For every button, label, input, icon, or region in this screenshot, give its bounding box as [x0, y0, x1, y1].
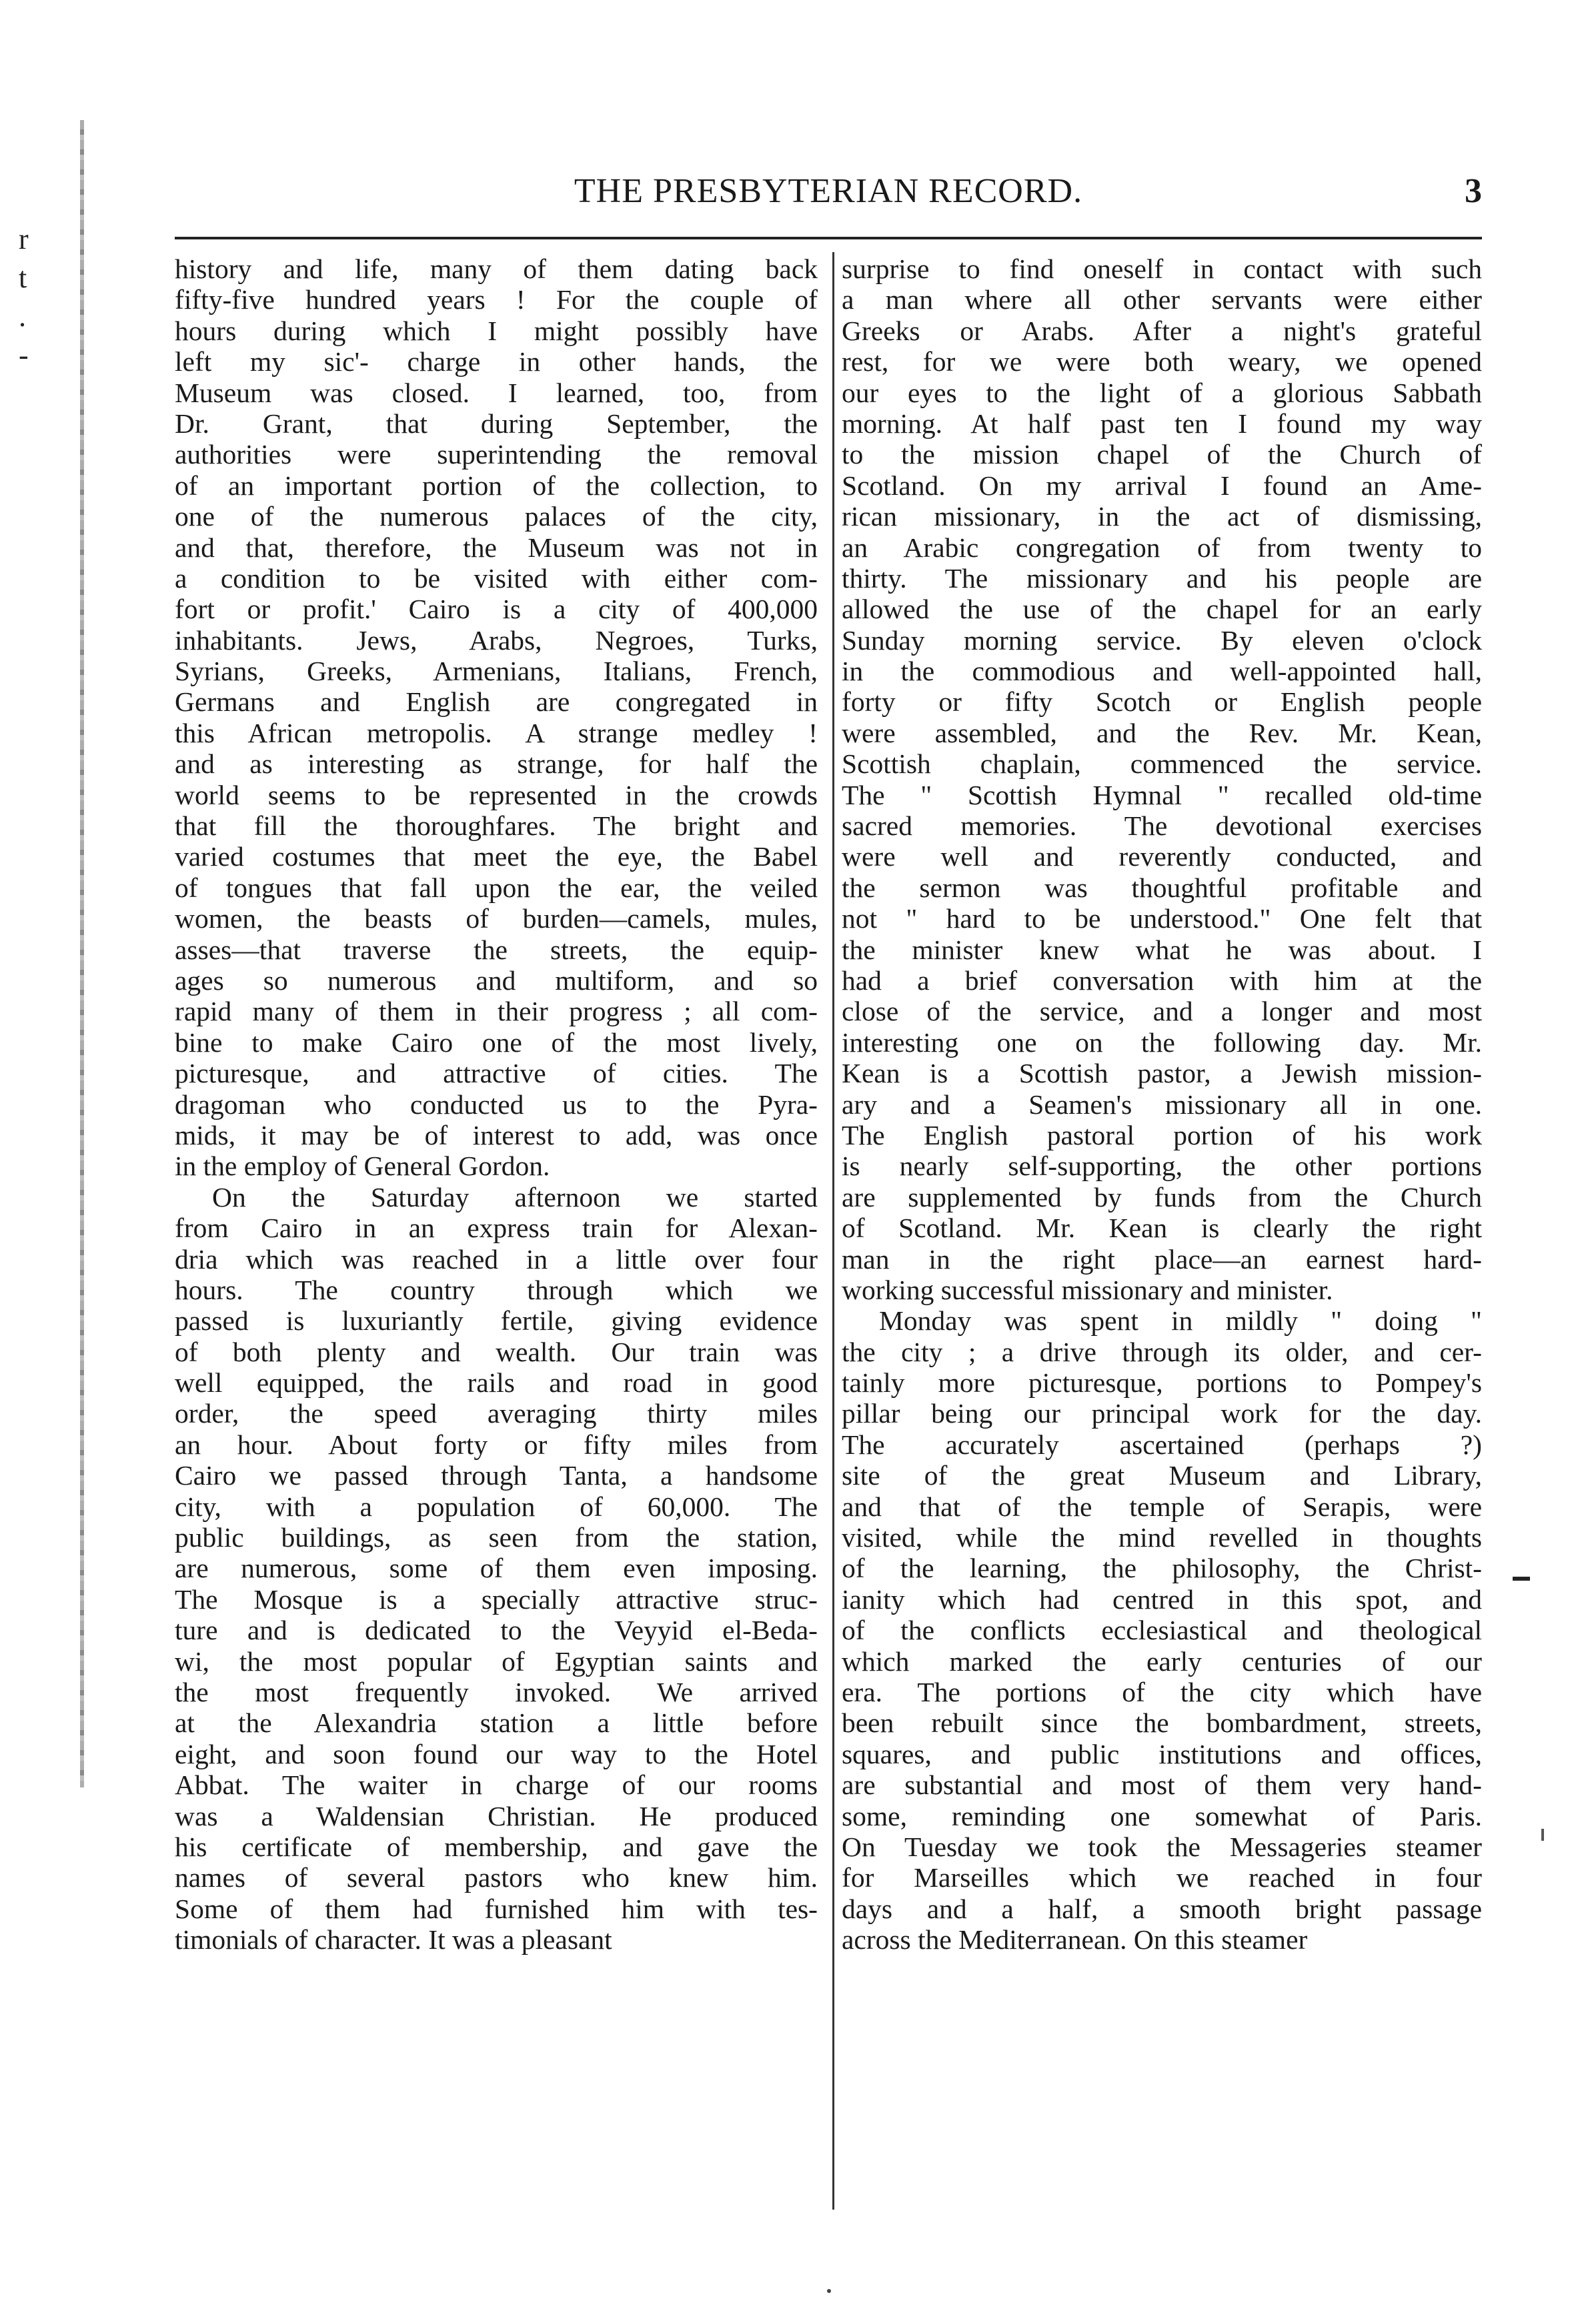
text-line: dragoman who conducted us to the Pyra- [175, 1088, 818, 1120]
margin-dash-mark [1513, 1577, 1530, 1581]
margin-letter: r [19, 223, 29, 255]
text-line: of Scotland. Mr. Kean is clearly the right [842, 1213, 1482, 1244]
text-line: his certificate of membership, and gave the [175, 1831, 818, 1862]
margin-tick-mark [1541, 1829, 1544, 1841]
text-line: ianity which had centred in this spot, and [842, 1583, 1482, 1615]
text-line: a condition to be visited with either com- [175, 562, 818, 594]
text-line: allowed the use of the chapel for an early [842, 594, 1482, 625]
text-line: era. The portions of the city which have [842, 1676, 1482, 1707]
text-line: and that of the temple of Serapis, were [842, 1491, 1482, 1522]
text-line: bine to make Cairo one of the most lively, [175, 1026, 818, 1058]
text-line: that fill the thoroughfares. The bright and [175, 810, 818, 842]
text-line: order, the speed averaging thirty miles [175, 1398, 818, 1429]
text-line: and as interesting as strange, for half the [175, 748, 818, 780]
text-line: city, with a population of 60,000. The [175, 1491, 818, 1522]
text-line: forty or fifty Scotch or English people [842, 686, 1482, 718]
text-line: an Arabic congregation of from twenty to [842, 532, 1482, 563]
binding-edge [80, 120, 84, 1787]
text-line: The Mosque is a specially attractive struc- [175, 1583, 818, 1615]
text-line: passed is luxuriantly fertile, giving evidence [175, 1305, 818, 1337]
text-line: public buildings, as seen from the station, [175, 1522, 818, 1553]
text-line: had a brief conversation with him at the [842, 964, 1482, 996]
text-line: the most frequently invoked. We arrived [175, 1676, 818, 1707]
running-header [175, 168, 1482, 221]
text-line: asses—that traverse the streets, the equip- [175, 934, 818, 965]
text-line: an hour. About forty or fifty miles from [175, 1429, 818, 1460]
text-line: varied costumes that meet the eye, the Babel [175, 841, 818, 872]
text-line: for Marseilles which we reached in four [842, 1862, 1482, 1893]
text-line: Kean is a Scottish pastor, a Jewish mission- [842, 1058, 1482, 1089]
text-line: visited, while the mind revelled in thoughts [842, 1522, 1482, 1553]
text-line: surprise to find oneself in contact with such [842, 253, 1482, 284]
text-line: from Cairo in an express train for Alexan- [175, 1213, 818, 1244]
text-line: some, reminding one somewhat of Paris. [842, 1800, 1482, 1831]
text-line: were assembled, and the Rev. Mr. Kean, [842, 717, 1482, 748]
text-line: Monday was spent in mildly " doing " [879, 1305, 1482, 1337]
text-line: Cairo we passed through Tanta, a handsome [175, 1460, 818, 1491]
text-line: man in the right place—an earnest hard- [842, 1243, 1482, 1275]
text-line: rest, for we were both weary, we opened [842, 346, 1482, 377]
margin-letter: - [19, 339, 29, 371]
publication-title: THE PRESBYTERIAN RECORD. [574, 172, 1083, 210]
text-line: hours. The country through which we [175, 1274, 818, 1305]
text-line: this African metropolis. A strange medley ! [175, 717, 818, 748]
text-line: across the Mediterranean. On this steamer [842, 1924, 1308, 1956]
text-line: Dr. Grant, that during September, the [175, 408, 818, 439]
text-line: are numerous, some of them even imposing. [175, 1553, 818, 1584]
text-line: Some of them had furnished him with tes- [175, 1893, 818, 1924]
text-line: The English pastoral portion of his work [842, 1119, 1482, 1150]
text-line: Greeks or Arabs. After a night's grateful [842, 315, 1482, 346]
text-line: of an important portion of the collection, to [175, 470, 818, 501]
text-line: not " hard to be understood." One felt that [842, 903, 1482, 934]
text-line: our eyes to the light of a glorious Sabbath [842, 377, 1482, 408]
text-line: of the conflicts ecclesiastical and theological [842, 1615, 1482, 1646]
text-line: were well and reverently conducted, and [842, 841, 1482, 872]
text-line: ary and a Seamen's missionary all in one. [842, 1088, 1482, 1120]
text-line: ture and is dedicated to the Veyyid el-Beda- [175, 1615, 818, 1646]
text-line: the minister knew what he was about. I [842, 934, 1482, 965]
text-line: to the mission chapel of the Church of [842, 439, 1482, 470]
header-rule [175, 237, 1482, 239]
text-line: eight, and soon found our way to the Hotel [175, 1738, 818, 1769]
text-line: world seems to be represented in the crowds [175, 779, 818, 810]
text-line: Scottish chaplain, commenced the service. [842, 748, 1482, 780]
text-line: Scotland. On my arrival I found an Ame- [842, 470, 1482, 501]
text-line: interesting one on the following day. Mr. [842, 1026, 1482, 1058]
text-line: Sunday morning service. By eleven o'clock [842, 624, 1482, 656]
text-line: working successful missionary and minister. [842, 1274, 1333, 1305]
text-line: site of the great Museum and Library, [842, 1460, 1482, 1491]
text-line: are supplemented by funds from the Church [842, 1181, 1482, 1213]
text-line: been rebuilt since the bombardment, streets, [842, 1707, 1482, 1739]
text-line: timonials of character. It was a pleasant [175, 1924, 612, 1956]
text-line: pillar being our principal work for the day. [842, 1398, 1482, 1429]
text-line: days and a half, a smooth bright passage [842, 1893, 1482, 1924]
text-line: mids, it may be of interest to add, was once [175, 1119, 818, 1150]
text-line: fort or profit.' Cairo is a city of 400,000 [175, 594, 818, 625]
column-divider [832, 252, 834, 2210]
right-column [842, 253, 1482, 1955]
text-line: of tongues that fall upon the ear, the veiled [175, 872, 818, 903]
text-line: a man where all other servants were either [842, 284, 1482, 315]
text-line: in the commodious and well-appointed hall, [842, 656, 1482, 687]
text-line: Syrians, Greeks, Armenians, Italians, French, [175, 656, 818, 687]
text-line: well equipped, the rails and road in good [175, 1367, 818, 1399]
margin-letters [19, 220, 45, 375]
text-line: was a Waldensian Christian. He produced [175, 1800, 818, 1831]
text-line: of the learning, the philosophy, the Christ- [842, 1553, 1482, 1584]
text-line: On Tuesday we took the Messageries steamer [842, 1831, 1482, 1862]
bottom-mark [827, 2289, 831, 2293]
page-number: 3 [1465, 172, 1482, 210]
text-line: The " Scottish Hymnal " recalled old-time [842, 779, 1482, 810]
text-line: wi, the most popular of Egyptian saints and [175, 1645, 818, 1677]
text-line: Abbat. The waiter in charge of our rooms [175, 1769, 818, 1801]
margin-letter: . [19, 300, 26, 333]
text-line: of both plenty and wealth. Our train was [175, 1336, 818, 1367]
text-line: which marked the early centuries of our [842, 1645, 1482, 1677]
text-line: left my sic'- charge in other hands, the [175, 346, 818, 377]
text-line: the city ; a drive through its older, and cer- [842, 1336, 1482, 1367]
text-line: fifty-five hundred years ! For the couple of [175, 284, 818, 315]
text-line: names of several pastors who knew him. [175, 1862, 818, 1893]
text-line: dria which was reached in a little over four [175, 1243, 818, 1275]
text-line: rican missionary, in the act of dismissing, [842, 501, 1482, 532]
text-line: The accurately ascertained (perhaps ?) [842, 1429, 1482, 1460]
text-line: close of the service, and a longer and most [842, 996, 1482, 1027]
margin-letter: t [19, 261, 27, 294]
text-line: On the Saturday afternoon we started [212, 1181, 818, 1213]
text-line: squares, and public institutions and offices, [842, 1738, 1482, 1769]
text-line: women, the beasts of burden—camels, mules, [175, 903, 818, 934]
text-line: ages so numerous and multiform, and so [175, 964, 818, 996]
text-line: sacred memories. The devotional exercises [842, 810, 1482, 842]
text-line: are substantial and most of them very hand- [842, 1769, 1482, 1801]
left-column [175, 253, 818, 1955]
text-line: hours during which I might possibly have [175, 315, 818, 346]
text-line: Germans and English are congregated in [175, 686, 818, 718]
text-line: rapid many of them in their progress ; all com- [175, 996, 818, 1027]
text-line: and that, therefore, the Museum was not in [175, 532, 818, 563]
text-line: thirty. The missionary and his people are [842, 562, 1482, 594]
text-line: is nearly self-supporting, the other portions [842, 1150, 1482, 1182]
text-line: history and life, many of them dating back [175, 253, 818, 284]
text-line: tainly more picturesque, portions to Pompey's [842, 1367, 1482, 1399]
text-line: Museum was closed. I learned, too, from [175, 377, 818, 408]
text-line: one of the numerous palaces of the city, [175, 501, 818, 532]
text-line: authorities were superintending the removal [175, 439, 818, 470]
text-line: in the employ of General Gordon. [175, 1150, 550, 1182]
text-line: morning. At half past ten I found my way [842, 408, 1482, 439]
text-line: picturesque, and attractive of cities. The [175, 1058, 818, 1089]
text-line: the sermon was thoughtful profitable and [842, 872, 1482, 903]
text-line: inhabitants. Jews, Arabs, Negroes, Turks, [175, 624, 818, 656]
text-line: at the Alexandria station a little before [175, 1707, 818, 1739]
